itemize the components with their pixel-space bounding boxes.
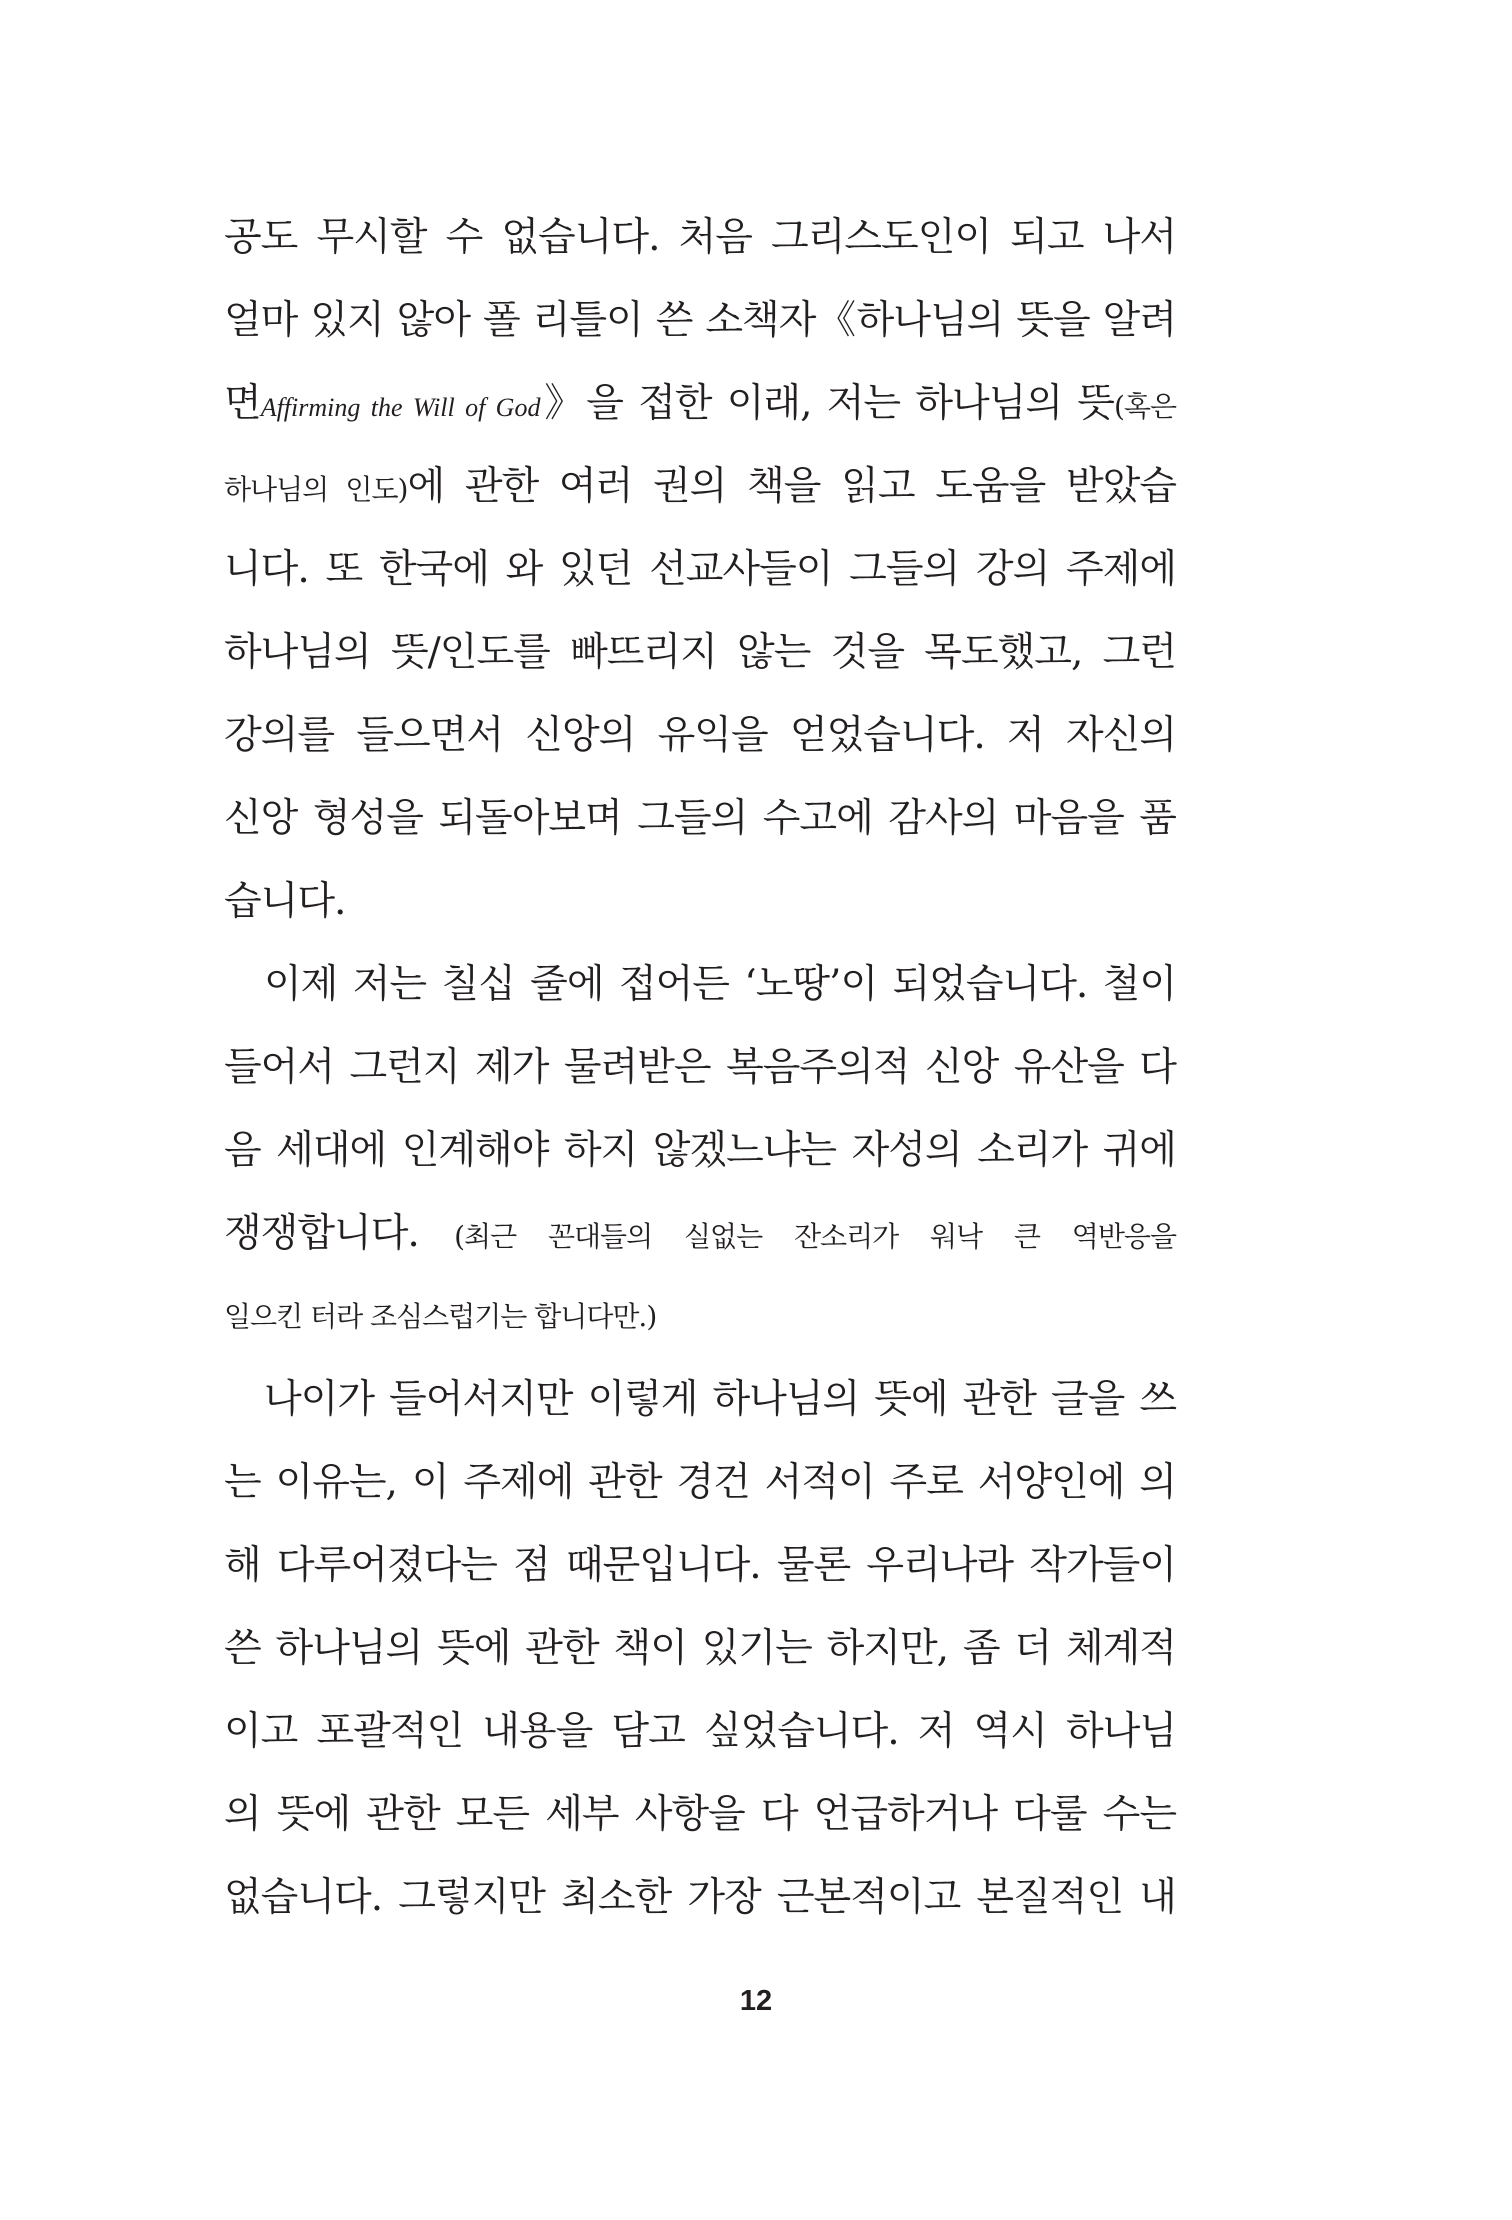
page-number: 12 [739,1985,773,2017]
text-line: 공도 무시할 수 없습니다. 처음 그리스도인이 되고 나서 [224,215,1176,260]
parenthetical-note: (혹은 [1113,390,1176,423]
text-line: 얼마 있지 않아 폴 리틀이 쓴 소책자《하나님의 뜻을 알려 [224,298,1176,343]
text-line: 습니다. [224,879,346,924]
text-line: 니다. 또 한국에 와 있던 선교사들이 그들의 강의 주제에 [224,547,1176,592]
text-line: 강의를 들으면서 신앙의 유익을 얻었습니다. 저 자신의 [224,713,1176,758]
english-title: Affirming the Will of God [260,393,541,422]
text-line: 는 이유는, 이 주제에 관한 경건 서적이 주로 서양인에 의 [224,1460,1176,1505]
text-line: 이고 포괄적인 내용을 담고 싶었습니다. 저 역시 하나님 [224,1709,1176,1754]
text-line [224,445,1176,528]
parenthetical-note-line: 일으킨 터라 조심스럽기는 합니다만.) [224,1300,657,1333]
text-line: 없습니다. 그렇지만 최소한 가장 근본적이고 본질적인 내 [224,1875,1176,1920]
text-line: 신앙 형성을 되돌아보며 그들의 수고에 감사의 마음을 품 [224,796,1176,841]
text-segment: 면 [224,381,261,426]
paragraph-first-line: 나이가 들어서지만 이렇게 하나님의 뜻에 관한 글을 쓰 [264,1377,1176,1422]
parenthetical-note: 하나님의 인도) [224,473,408,506]
text-line: 쓴 하나님의 뜻에 관한 책이 있기는 하지만, 좀 더 체계적 [224,1626,1176,1671]
parenthetical-note: (최근 꼰대들의 실없는 잔소리가 워낙 큰 역반응을 [454,1220,1176,1253]
text-segment: 》을 접한 이래, 저는 하나님의 뜻 [540,381,1114,426]
text-line: 하나님의 뜻/인도를 빠뜨리지 않는 것을 목도했고, 그런 [224,630,1176,675]
text-line [224,362,1176,445]
text-line: 들어서 그런지 제가 물려받은 복음주의적 신앙 유산을 다 [224,1045,1176,1090]
paragraph-first-line: 이제 저는 칠십 줄에 접어든 ‘노땅’이 되었습니다. 철이 [264,962,1176,1007]
text-line: 음 세대에 인계해야 하지 않겠느냐는 자성의 소리가 귀에 [224,1128,1176,1173]
text-line: 의 뜻에 관한 모든 세부 사항을 다 언급하거나 다룰 수는 [224,1792,1176,1837]
text-line: 해 다루어졌다는 점 때문입니다. 물론 우리나라 작가들이 [224,1543,1176,1588]
text-segment: 에 관한 여러 권의 책을 읽고 도움을 받았습 [407,464,1176,509]
text-line [224,1192,1176,1275]
text-segment: 쟁쟁합니다. [224,1211,455,1256]
body-text [224,196,1176,1939]
